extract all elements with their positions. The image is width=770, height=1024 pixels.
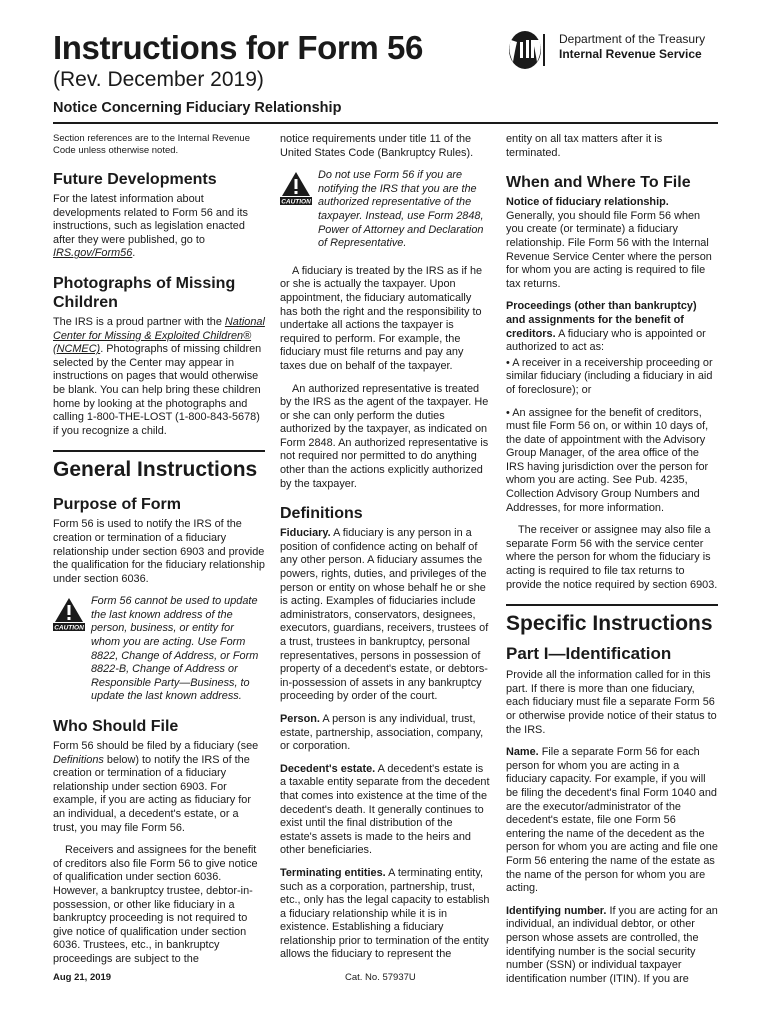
revision-date: (Rev. December 2019) <box>53 68 264 91</box>
column-middle <box>280 133 490 971</box>
caution-icon <box>53 597 85 631</box>
who-should-file-heading: Who Should File <box>53 718 179 736</box>
specific-instructions-heading: Specific Instructions <box>506 604 718 636</box>
proceedings-text: Proceedings (other than bankruptcy) and assignments for the benefit of creditors. A fiduciary who is appointed or authorized to act as: <box>506 300 706 354</box>
general-instructions-heading: General Instructions <box>53 450 265 482</box>
future-developments-heading: Future Developments <box>53 171 217 188</box>
definitions-heading: Definitions <box>280 505 363 523</box>
terminated-text: entity on all tax matters after it is terminated. <box>506 133 663 159</box>
agency-block <box>505 28 720 72</box>
page-title: Instructions for Form 56 <box>53 29 423 66</box>
future-developments-text: For the latest information about developments related to Form 56 and its instructions, such as legislation enacted after they were published, go to IRS.gov/Form56. <box>53 193 248 260</box>
purpose-heading: Purpose of Form <box>53 496 182 514</box>
name-instructions: Name. File a separate Form 56 for each person for whom you are acting in a fiduciary capacity. For example, if you will be filing the decedent's final Form 1040 and are the executor/administrator of the decedent's estate, file one Form 56 entering the name of the decedent as the person for whom you are acting and file one Form 56 entering the name of the estate as the name of the person for whom you are acting. <box>506 746 718 895</box>
when-where-heading: When and Where To File <box>506 174 691 192</box>
caution-icon <box>280 171 312 205</box>
who-should-file-text: Form 56 should be filed by a fiduciary (see Definitions below) to notify the IRS of the creation or termination of a fiduciary relationship under section 6903. For example, if you are acting as fiduciary for an individual, a decedent's estate, or a trust, you may file Form 56. <box>53 740 259 834</box>
part1-heading: Part I—Identification <box>506 644 672 664</box>
intro-text: Section references are to the Internal Revenue Code unless otherwise noted. <box>53 133 250 156</box>
caution-label: CAUTION <box>281 198 311 206</box>
missing-children-heading: Photographs of Missing Children <box>53 274 236 311</box>
identifying-number-instructions: Identifying number. If you are acting for an individual, an individual debtor, or other person whose assets are controlled, the identifying number is the social security number (SSN) or individual taxpayer identification number (ITIN). If you are <box>506 904 718 985</box>
column-right <box>506 133 718 995</box>
ncmec-link[interactable]: National Center for Missing & Exploited Children® (NCMEC) <box>53 315 265 356</box>
purpose-text: Form 56 is used to notify the IRS of the creation or termination of a fiduciary relationship under section 6903 and provide the qualification for the fiduciary relationship under section 6036. <box>53 518 265 585</box>
caution-text: Do not use Form 56 if you are notifying the IRS that you are the authorized representative of the taxpayer. Instead, use Form 2848, Power of Attorney and Declaration of Representative. <box>318 169 484 250</box>
header-rule <box>53 122 718 124</box>
fiduciary-treatment-text: A fiduciary is treated by the IRS as if he or she is actually the taxpayer. Upon appointment, the fiduciary automatically has both the right and the responsibility to undertake all actions the taxpayer is required to perform. For example, the fiduciary must file returns and pay any taxes due on behalf of the taxpayer. <box>280 264 483 372</box>
irs-form56-link[interactable]: IRS.gov/Form56 <box>53 247 133 260</box>
department-name: Department of the Treasury <box>559 32 706 46</box>
part1-text: Provide all the information called for in this part. If there is more than one fiduciary, each fiduciary must file a separate Form 56 or otherwise provide notice of their status to the IRS. <box>506 669 717 736</box>
fiduciary-definition: Fiduciary. A fiduciary is any person in a position of confidence acting on behalf of any other person. A fiduciary assumes the powers, rights, duties, and privileges of the person or entity on whose behalf he or she is acting. Examples of fiduciaries include administrators, conservators, designees, executors, guardians, receivers, trustees of a trust, trustees in bankruptcy, personal representatives, persons in possession of property of a decedent's estate, or debtors-in-possession of assets in any bankruptcy proceeding by order of the court. <box>280 527 489 703</box>
caution-note-address <box>53 595 265 704</box>
authorized-rep-text: An authorized representative is treated by the IRS as the agent of the taxpayer. He or she can only perform the duties authorized by the taxpayer, as indicated on Form 2848. An authorized representative is not required nor permitted to do anything other than the actions explicitly authorized by the taxpayer. <box>280 382 489 490</box>
agency-name: Internal Revenue Service <box>559 47 702 61</box>
receivers-text: Receivers and assignees for the benefit of creditors also file Form 56 to give notice of qualification under section 6036. However, a bankruptcy trustee, debtor-in-possession, or other like fiduciary in a bankruptcy proceeding is not required to give notice of qualification under section 6036. Trustees, etc., in bankruptcy proceedings are subject to the <box>53 844 258 965</box>
footer-date: Aug 21, 2019 <box>53 972 112 983</box>
column-left <box>53 133 265 976</box>
missing-children-text: The IRS is a proud partner with the National Center for Missing & Exploited Children® (NCMEC). Photographs of missing children selected by the Center may appear in instructions on pages that would otherwise be blank. You can help bring these children home by looking at the photographs and calling 1-800-THE-LOST (1-800-843-5678) if you recognize a child. <box>53 315 265 437</box>
notice-fiduciary-text: Notice of fiduciary relationship. Generally, you should file Form 56 when you create (or terminate) a fiduciary relationship. File Form 56 with the Internal Revenue Service Center where the person for whom you are acting is required to file tax returns. <box>506 196 712 290</box>
receiver-assignee-text: The receiver or assignee may also file a separate Form 56 with the service center where the person for whom the fiduciary is acting is required to file tax returns to provide the notice required by section 6903. <box>506 524 718 591</box>
form-subtitle: Notice Concerning Fiduciary Relationship <box>53 100 342 116</box>
caution-note-representative <box>280 169 490 251</box>
bullet-assignee: • An assignee for the benefit of creditors, must file Form 56 on, or within 10 days of, the date of appointment with the Advisory Group Manager, of the area office of the IRS having jurisdiction over the person for whom you are acting. See Pub. 4235, Collection Advisory Group Numbers and Addresses, for more information. <box>506 406 709 514</box>
person-definition: Person. A person is any individual, trust, estate, partnership, association, company, or corporation. <box>280 712 484 753</box>
bankruptcy-rules-text: notice requirements under title 11 of the United States Code (Bankruptcy Rules). <box>280 133 474 159</box>
irs-eagle-logo-icon <box>505 28 555 72</box>
caution-text: Form 56 cannot be used to update the last known address of the person, business, or entity for whom you are acting. Use Form 8822, Change of Address, or Form 8822-B, Change of Address or Responsible Party—Business, to update the last known address. <box>91 595 259 703</box>
terminating-entities-definition: Terminating entities. A terminating entity, such as a corporation, partnership, trust, etc., only has the legal capacity to establish a fiduciary relationship while it is in existence. Establishing a fiduciary relationship prior to termination of the entity allows the fiduciary to represent the <box>280 866 490 961</box>
decedent-estate-definition: Decedent's estate. A decedent's estate is a taxable entity separate from the decedent that comes into existence at the time of the decedent's death. It generally continues to exist until the final distribution of the estate's assets is made to the heirs and other beneficiaries. <box>280 762 490 857</box>
bullet-receiver: • A receiver in a receivership proceeding or similar fiduciary (including a fiduciary in aid of foreclosure); or <box>506 356 713 396</box>
catalog-number: Cat. No. 57937U <box>345 972 416 983</box>
caution-label: CAUTION <box>54 624 84 632</box>
